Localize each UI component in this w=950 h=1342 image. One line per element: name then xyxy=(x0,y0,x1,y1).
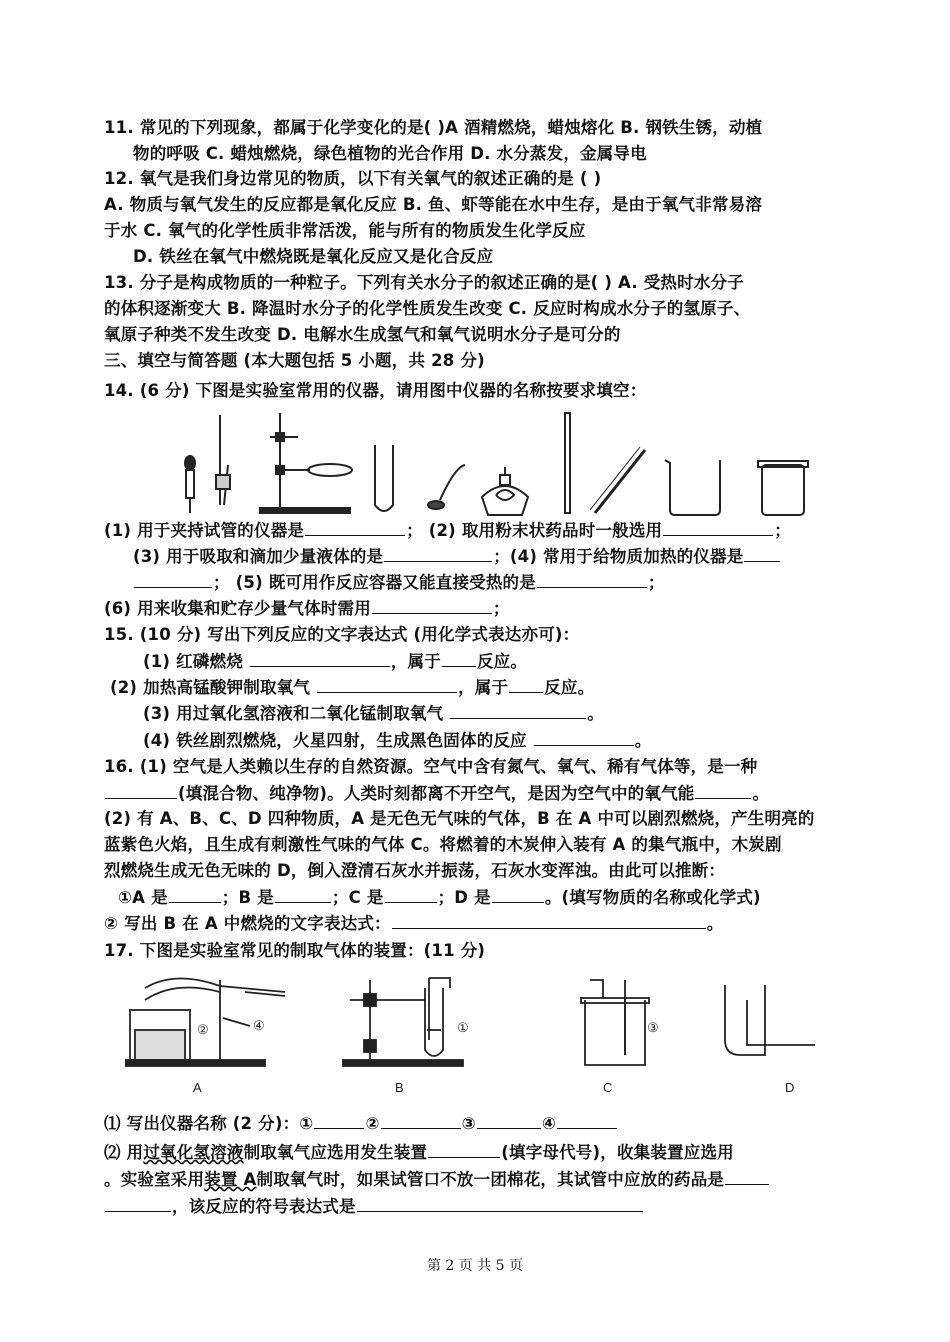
q17-s1-2: ② xyxy=(365,1114,380,1133)
q15-r1 xyxy=(143,650,527,673)
q16-line6-end: 。(填写物质的名称或化学式) xyxy=(544,888,761,907)
q15-r3-text: (3) 用过氧化氢溶液和二氧化锰制取氧气 xyxy=(143,704,444,723)
q14-blank6[interactable] xyxy=(372,597,492,614)
page-footer: 第 2 页 共 5 页 xyxy=(426,1258,524,1274)
q17-blank-4[interactable] xyxy=(557,1112,617,1129)
q17-s2-text-b: 制取氧气应选用发生装置 xyxy=(243,1143,428,1162)
q16-blank-d[interactable] xyxy=(492,886,544,903)
q16-blank-b[interactable] xyxy=(275,886,331,903)
q15-r1-type: ，属于 xyxy=(390,652,441,671)
q14-blank4a[interactable] xyxy=(744,545,780,562)
lab-instruments-figure xyxy=(170,405,820,517)
q17-blank-reagent-b[interactable] xyxy=(105,1195,171,1212)
q17-s2-text: ⑵ 用 xyxy=(104,1143,144,1162)
crucible-tongs-icon xyxy=(590,447,645,513)
q17-s1-text: ⑴ 写出仪器名称 (2 分)：① xyxy=(104,1114,314,1133)
q15-r2-text: (2) 加热高锰酸钾制取氧气 xyxy=(110,678,311,697)
q14-p5b: ； xyxy=(647,573,665,592)
q17-sub2 xyxy=(104,1141,734,1164)
q16-line7-end: 。 xyxy=(706,914,724,933)
alcohol-lamp-icon xyxy=(482,467,528,515)
q14-part1 xyxy=(104,519,791,542)
q16-blank-oxygen[interactable] xyxy=(695,782,751,799)
q14-p1c: ； xyxy=(774,521,791,540)
q16-blank-expression[interactable] xyxy=(392,912,706,929)
label-a: A xyxy=(193,1080,202,1095)
q17-blank-reagent-a[interactable] xyxy=(725,1168,769,1185)
q14-part6 xyxy=(104,597,510,620)
q14-p3b: ；(4) 常用于给物质加热的仪器是 xyxy=(493,547,744,566)
q17-blank-2[interactable] xyxy=(381,1112,461,1129)
q16-blank-mixture[interactable] xyxy=(105,782,177,799)
q17-blank-3[interactable] xyxy=(477,1112,541,1129)
q13-line1: 13. 分子是构成物质的一种粒子。下列有关水分子的叙述正确的是( ) A. 受热时水分子 xyxy=(104,273,744,292)
q14-part3 xyxy=(133,545,781,568)
q17-blank-equation[interactable] xyxy=(357,1195,643,1212)
q15-r1-end: 反应。 xyxy=(476,652,528,671)
q16-line1: 16. (1) 空气是人类赖以生存的自然资源。空气中含有氮气、氧气、稀有气体等，是一种 xyxy=(104,757,758,776)
q16-a-label: ①A 是 xyxy=(118,888,168,907)
q14-blank5[interactable] xyxy=(537,571,647,588)
q14-p3a: (3) 用于吸取和滴加少量液体的是 xyxy=(133,547,384,566)
q15-blank1[interactable] xyxy=(250,650,390,667)
q15-r2-type: ，属于 xyxy=(458,678,509,697)
q17-sub1 xyxy=(104,1112,618,1135)
q17-sub4 xyxy=(104,1195,644,1218)
gas-apparatus-figure xyxy=(125,970,825,1100)
q16-line3: (2) 有 A、B、C、D 四种物质，A 是无色无气味的气体，B 在 A 中可以剧烈燃烧，产生明亮的 xyxy=(104,809,815,828)
q17-s1-3: ③ xyxy=(461,1114,476,1133)
section3-heading: 三、填空与简答题 (本大题包括 5 小题，共 28 分) xyxy=(104,351,485,370)
q14-blank4b[interactable] xyxy=(134,571,212,588)
q15-r3-end: 。 xyxy=(587,704,604,723)
q14-p6a: (6) 用来收集和贮存少量气体时需用 xyxy=(104,599,371,618)
q15-r2-end: 反应。 xyxy=(544,678,595,697)
q14-part5 xyxy=(133,571,665,594)
label-c: C xyxy=(603,1080,613,1095)
medicine-spoon-icon xyxy=(428,465,465,509)
q16-line2-end: 。 xyxy=(752,784,770,803)
q16-line2-text: (填混合物、纯净物)。人类时刻都离不开空气，是因为空气中的氧气能 xyxy=(178,784,695,803)
apparatus-d xyxy=(725,985,815,1055)
q11-line2: 物的呼吸 C. 蜡烛燃烧，绿色植物的光合作用 D. 水分蒸发，金属导电 xyxy=(133,144,647,163)
q17-blank-1[interactable] xyxy=(314,1112,364,1129)
label-circle-3: ③ xyxy=(647,1020,659,1035)
label-d: D xyxy=(785,1080,795,1095)
q15-title: 15. (10 分) 写出下列反应的文字表达式 (用化学式表达亦可)： xyxy=(104,625,580,644)
q12-line2: A. 物质与氧气发生的反应都是氧化反应 B. 鱼、虾等能在水中生存，是由于氧气非常易溶 xyxy=(104,195,763,214)
q16-blank-a[interactable] xyxy=(169,886,221,903)
beaker-icon xyxy=(665,460,720,515)
apparatus-c xyxy=(581,980,649,1065)
q17-s1-4: ④ xyxy=(541,1114,556,1133)
q16-line4: 蓝紫色火焰，且生成有刺激性气味的气体 C。将燃着的木炭伸入装有 A 的集气瓶中，木炭剧 xyxy=(104,835,782,854)
q14-blank1[interactable] xyxy=(305,519,405,536)
q17-s2-text-c: (填字母代号)，收集装置应选用 xyxy=(501,1143,734,1162)
label-circle-1: ① xyxy=(457,1020,469,1035)
test-tube-holder-icon xyxy=(216,415,230,505)
q16-line2 xyxy=(104,782,769,805)
q17-s2-wavy: 过氧化氢溶液 xyxy=(143,1143,244,1162)
q16-line6 xyxy=(118,886,761,909)
q17-sub3 xyxy=(104,1168,770,1191)
q14-blank3[interactable] xyxy=(384,545,492,562)
q14-p5a: ； (5) 既可用作反应容器又能直接受热的是 xyxy=(213,573,536,592)
apparatus-b xyxy=(343,978,463,1066)
q16-blank-c[interactable] xyxy=(385,886,437,903)
q17-s3-text-b: 制取氧气时，如果试管口不放一团棉花，其试管中应放的药品是 xyxy=(256,1170,725,1189)
q15-r1-text: (1) 红磷燃烧 xyxy=(143,652,243,671)
iron-stand-icon xyxy=(260,413,352,513)
q14-p6b: ； xyxy=(492,599,510,618)
q16-line7-text: ② 写出 B 在 A 中燃烧的文字表达式： xyxy=(104,914,391,933)
q15-r4 xyxy=(143,729,651,752)
q12-line1: 12. 氧气是我们身边常见的物质，以下有关氧气的叙述正确的是 ( ) xyxy=(104,169,602,188)
q15-r4-end: 。 xyxy=(634,731,652,750)
q15-blank2[interactable] xyxy=(317,676,457,693)
q16-line7 xyxy=(104,912,723,935)
q16-c-label: ；C 是 xyxy=(331,888,384,907)
q13-line3: 氧原子种类不发生改变 D. 电解水生成氢气和氧气说明水分子是可分的 xyxy=(104,325,621,344)
q16-d-label: ；D 是 xyxy=(437,888,491,907)
label-b: B xyxy=(395,1080,404,1095)
q15-blank4[interactable] xyxy=(534,729,634,746)
dropper-icon xyxy=(185,456,195,513)
q16-b-label: ；B 是 xyxy=(221,888,274,907)
label-circle-4: ④ xyxy=(253,1018,265,1033)
q15-r3 xyxy=(143,702,604,725)
q15-blank2-type[interactable] xyxy=(509,676,543,693)
q17-blank-generator[interactable] xyxy=(428,1141,500,1158)
q17-s3-wavy: 装置 A xyxy=(204,1170,257,1189)
q14-title: 14. (6 分) 下图是实验室常用的仪器，请用图中仪器的名称按要求填空： xyxy=(104,381,647,400)
q15-r4-text: (4) 铁丝剧烈燃烧，火星四射，生成黑色固体的反应 xyxy=(143,731,527,750)
q17-s3-text: 。实验室采用 xyxy=(104,1170,205,1189)
q14-blank2[interactable] xyxy=(663,519,773,536)
q11-line1: 11. 常见的下列现象，都属于化学变化的是( )A 酒精燃烧，蜡烛熔化 B. 钢铁生锈，动植 xyxy=(104,118,763,137)
q15-blank3[interactable] xyxy=(450,702,586,719)
q14-p1b: ； (2) 取用粉末状药品时一般选用 xyxy=(406,521,663,540)
q13-line2: 的体积逐渐变大 B. 降温时水分子的化学性质发生改变 C. 反应时构成水分子的氢原子、 xyxy=(104,299,751,318)
q15-r2 xyxy=(110,676,594,699)
glass-rod-icon xyxy=(565,413,570,513)
q15-blank1-type[interactable] xyxy=(442,650,476,667)
label-circle-2: ② xyxy=(197,1022,209,1037)
q16-line5: 烈燃烧生成无色无味的 D，倒入澄清石灰水并振荡，石灰水变浑浊。由此可以推断： xyxy=(104,861,726,880)
q14-p1a: (1) 用于夹持试管的仪器是 xyxy=(104,521,305,540)
q12-line3: 于水 C. 氧气的化学性质非常活泼，能与所有的物质发生化学反应 xyxy=(104,221,586,240)
gas-bottle-icon xyxy=(758,461,808,515)
q12-line4: D. 铁丝在氧气中燃烧既是氧化反应又是化合反应 xyxy=(133,247,494,266)
q17-s4-text: ，该反应的符号表达式是 xyxy=(172,1197,356,1216)
q17-title: 17. 下图是实验室常见的制取气体的装置：(11 分) xyxy=(104,941,486,960)
test-tube-icon xyxy=(375,445,393,511)
